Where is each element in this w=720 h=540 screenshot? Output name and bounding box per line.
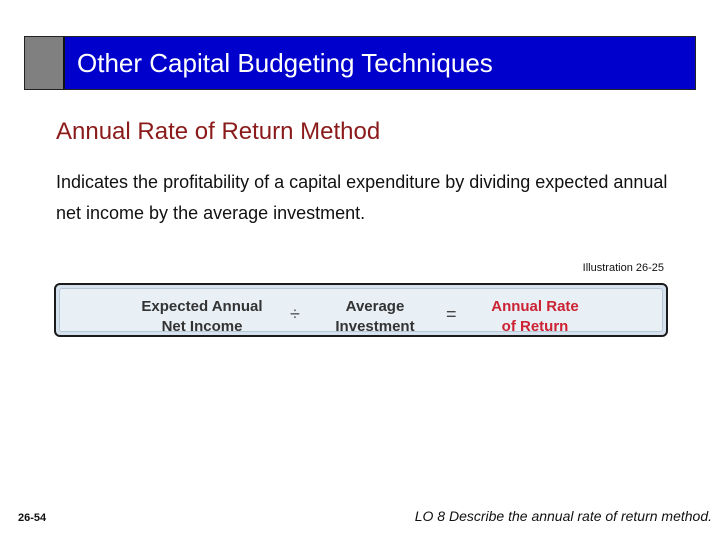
formula-denominator-line2: Investment xyxy=(335,318,415,335)
slide-title: Other Capital Budgeting Techniques xyxy=(77,47,493,78)
illustration-label: Illustration 26-25 xyxy=(582,262,664,274)
equals-operator: = xyxy=(446,304,457,324)
formula-result xyxy=(475,297,595,337)
section-heading: Annual Rate of Return Method xyxy=(56,118,381,145)
title-accent-block xyxy=(25,37,65,89)
formula-numerator xyxy=(112,297,292,337)
divide-operator: ÷ xyxy=(290,304,300,324)
formula-result-line2: of Return xyxy=(501,318,569,335)
formula-panel xyxy=(59,288,663,335)
title-bar xyxy=(24,36,696,90)
formula-box xyxy=(54,283,668,337)
formula-denominator xyxy=(315,297,435,337)
formula-numerator-line2: Net Income xyxy=(161,318,243,335)
learning-objective: LO 8 Describe the annual rate of return method. xyxy=(414,508,712,524)
formula-numerator-line1: Expected Annual xyxy=(141,298,263,315)
page-number: 26-54 xyxy=(18,512,47,524)
title-banner xyxy=(65,37,695,89)
formula-denominator-line1: Average xyxy=(345,298,405,315)
formula-result-line1: Annual Rate xyxy=(491,298,579,315)
definition-text: Indicates the profitability of a capital expenditure by dividing expected annual net income by the average investment. xyxy=(56,172,668,223)
